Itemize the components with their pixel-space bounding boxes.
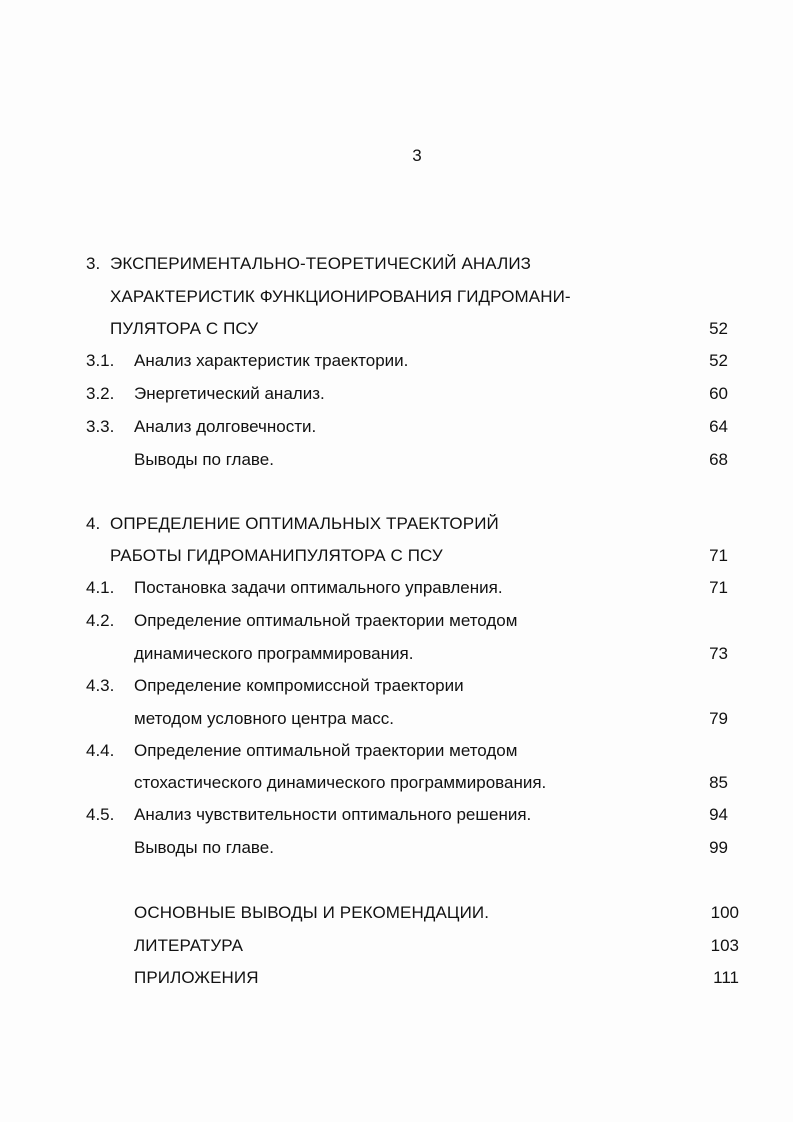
section-4-3-page: 79 (709, 709, 728, 728)
chapter-3-title-line-2: ХАРАКТЕРИСТИК ФУНКЦИОНИРОВАНИЯ ГИДРОМАНИ- (110, 287, 571, 306)
section-3-1-title: Анализ характеристик траектории. (134, 351, 409, 370)
section-4-1-number: 4.1. (86, 578, 115, 597)
section-4-4-number: 4.4. (86, 741, 115, 760)
section-3-3-number: 3.3. (86, 417, 115, 436)
section-3-1-page: 52 (709, 351, 728, 370)
section-3-2-title: Энергетический анализ. (134, 384, 325, 403)
back-matter-conclusions-page: 100 (710, 903, 739, 922)
chapter-4-title-line-1: ОПРЕДЕЛЕНИЕ ОПТИМАЛЬНЫХ ТРАЕКТОРИЙ (110, 514, 499, 533)
chapter-3-number: 3. (86, 254, 101, 273)
chapter-4-conclusions-page: 99 (709, 838, 728, 857)
section-4-5-title: Анализ чувствительности оптимального решения. (134, 805, 532, 824)
section-3-2-number: 3.2. (86, 384, 115, 403)
section-4-4-title-line-2: стохастического динамического программирования. (134, 773, 547, 792)
section-4-2-title-line-1: Определение оптимальной траектории методом (134, 611, 518, 630)
back-matter-appendices-page: 111 (713, 968, 739, 987)
page-number: 3 (412, 146, 422, 165)
chapter-3-title-line-1: ЭКСПЕРИМЕНТАЛЬНО-ТЕОРЕТИЧЕСКИЙ АНАЛИЗ (110, 254, 532, 273)
section-4-2-title-line-2: динамического программирования. (134, 644, 414, 663)
section-4-1-title: Постановка задачи оптимального управления. (134, 578, 503, 597)
section-4-3-number: 4.3. (86, 676, 115, 695)
chapter-3-conclusions-title: Выводы по главе. (134, 450, 274, 469)
section-4-5-number: 4.5. (86, 805, 115, 824)
chapter-4-page: 71 (709, 546, 728, 565)
chapter-4-conclusions-title: Выводы по главе. (134, 838, 274, 857)
chapter-4-number: 4. (86, 514, 101, 533)
section-3-3-title: Анализ долговечности. (134, 417, 317, 436)
back-matter-conclusions-title: ОСНОВНЫЕ ВЫВОДЫ И РЕКОМЕНДАЦИИ. (134, 903, 490, 922)
section-4-5-page: 94 (709, 805, 728, 824)
chapter-3-page: 52 (709, 319, 728, 338)
section-3-1-number: 3.1. (86, 351, 115, 370)
section-4-3-title-line-2: методом условного центра масс. (134, 709, 394, 728)
section-4-3-title-line-1: Определение компромиссной траектории (134, 676, 464, 695)
back-matter-literature-page: 103 (710, 936, 739, 955)
chapter-3-conclusions-page: 68 (709, 450, 728, 469)
section-4-2-number: 4.2. (86, 611, 115, 630)
section-3-3-page: 64 (709, 417, 728, 436)
back-matter-literature-title: ЛИТЕРАТУРА (134, 936, 244, 955)
chapter-3-title-line-3: ПУЛЯТОРА С ПСУ (110, 319, 259, 338)
chapter-4-title-line-2: РАБОТЫ ГИДРОМАНИПУЛЯТОРА С ПСУ (110, 546, 443, 565)
section-4-1-page: 71 (709, 578, 728, 597)
back-matter-appendices-title: ПРИЛОЖЕНИЯ (134, 968, 259, 987)
section-4-4-page: 85 (709, 773, 728, 792)
section-4-4-title-line-1: Определение оптимальной траектории методом (134, 741, 518, 760)
section-3-2-page: 60 (709, 384, 728, 403)
section-4-2-page: 73 (709, 644, 728, 663)
